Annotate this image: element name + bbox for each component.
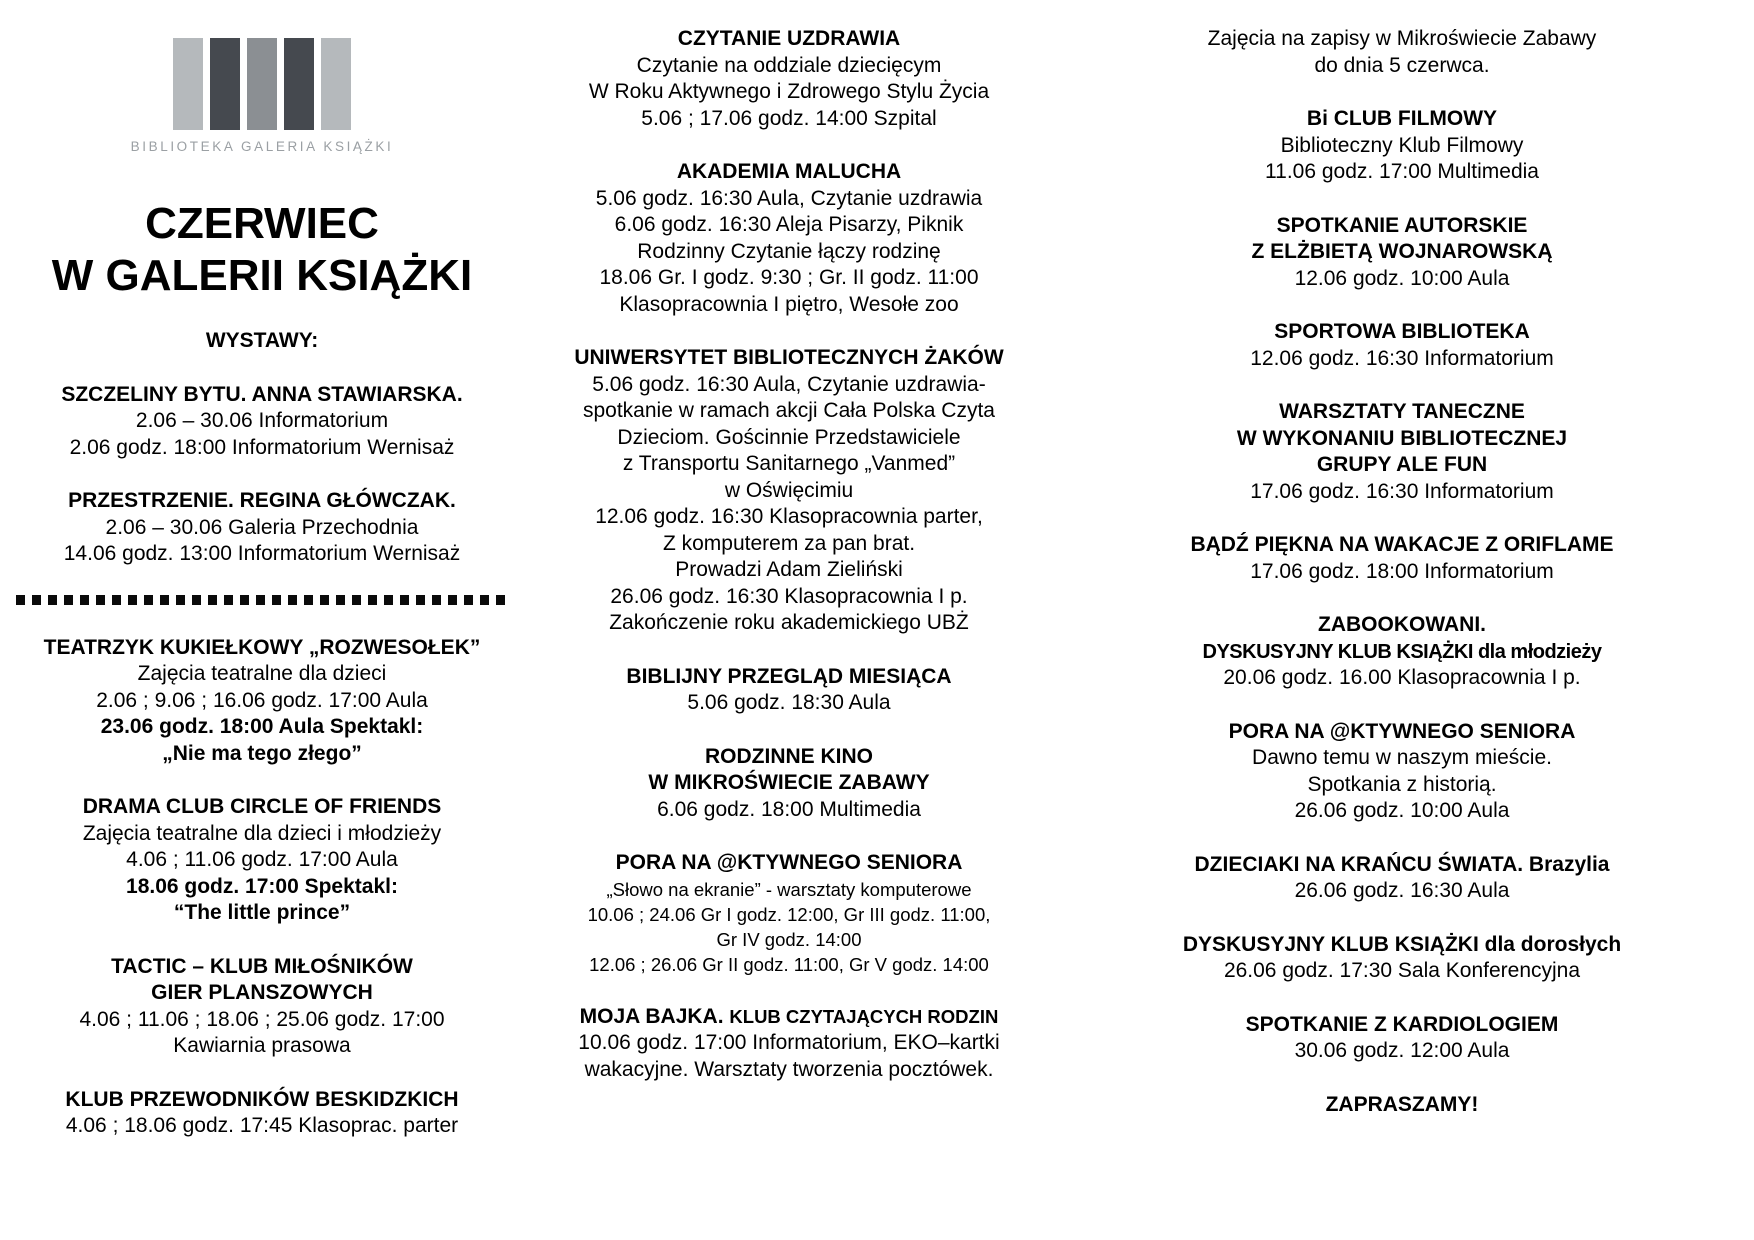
event-tactic-klub-gier: [16, 954, 508, 1060]
event-title-line: SZCZELINY BYTU. ANNA STAWIARSKA.: [61, 382, 463, 406]
wystawy-label: [16, 328, 508, 355]
event-detail-line: 2.06 – 30.06 Galeria Przechodnia: [105, 515, 419, 539]
event-detail-line: Zajęcia teatralne dla dzieci: [137, 662, 387, 685]
event-detail-line: 12.06 godz. 16:30 Klasopracownia parter,: [595, 505, 983, 528]
event-detail-line: w Oświęcimiu: [724, 478, 854, 502]
event-title-line: SPOTKANIE AUTORSKIE: [1276, 213, 1528, 237]
event-title-line: DZIECIAKI NA KRAŃCU ŚWIATA. Brazylia: [1194, 852, 1610, 876]
event-detail-line: Dawno temu w naszym mieście.: [1252, 746, 1552, 769]
event-detail-line: z Transportu Sanitarnego „Vanmed”: [622, 452, 956, 475]
event-detail-line: 10.06 godz. 17:00 Informatorium, EKO–kartki: [578, 1031, 1000, 1054]
event-dzieciaki-na-krancu-swiata: [1070, 852, 1734, 905]
signup-note: [1070, 26, 1734, 79]
event-detail-line: „Nie ma tego złego”: [162, 741, 362, 765]
event-rodzinne-kino: [536, 744, 1042, 824]
event-uniwersytet-zakow: [536, 345, 1042, 637]
event-title-line: DRAMA CLUB CIRCLE OF FRIENDS: [82, 795, 442, 818]
event-title-line: [536, 1004, 1042, 1031]
logo-caption: BIBLIOTEKA GALERIA KSIĄŻKI: [130, 139, 394, 154]
event-detail-line: Zakończenie roku akademickiego UBŻ: [609, 611, 969, 634]
event-detail-line: 18.06 Gr. I godz. 9:30 ; Gr. II godz. 11:00: [599, 266, 979, 289]
event-dkk-dla-doroslych: [1070, 932, 1734, 985]
event-detail-line: 5.06 ; 17.06 godz. 14:00 Szpital: [641, 106, 937, 130]
library-logo: [16, 38, 508, 154]
event-detail-line: 2.06 – 30.06 Informatorium: [135, 409, 389, 432]
event-title-line: SPOTKANIE Z KARDIOLOGIEM: [1245, 1012, 1559, 1036]
event-title-line: W MIKROŚWIECIE ZABAWY: [648, 771, 930, 794]
closing-line: [1070, 1092, 1734, 1119]
event-title-line: DYSKUSYJNY KLUB KSIĄŻKI dla młodzieży: [1202, 640, 1602, 663]
event-detail-line: Dzieciom. Gościnnie Przedstawiciele: [617, 425, 961, 449]
column-left-events: [16, 328, 508, 1140]
event-detail-line: 26.06 godz. 16:30 Aula: [1294, 879, 1510, 902]
event-detail-line: 30.06 godz. 12:00 Aula: [1294, 1039, 1510, 1062]
event-detail-line: 6.06 godz. 18:00 Multimedia: [657, 797, 921, 821]
event-title-line: TACTIC – KLUB MIŁOŚNIKÓW: [111, 954, 413, 978]
event-detail-line: 18.06 godz. 17:00 Spektakl:: [126, 874, 398, 898]
event-szczeliny-bytu: [16, 382, 508, 462]
event-detail-line: 12.06 godz. 16:30 Informatorium: [1250, 346, 1554, 370]
event-detail-line: 10.06 ; 24.06 Gr I godz. 12:00, Gr III godz. 11:00,: [587, 903, 991, 925]
event-title-line: AKADEMIA MALUCHA: [676, 160, 902, 183]
event-title-line: CZYTANIE UZDRAWIA: [677, 27, 901, 50]
event-detail-line: Prowadzi Adam Zieliński: [675, 558, 903, 581]
event-czytanie-uzdrawia: [536, 26, 1042, 132]
column-middle: [536, 26, 1042, 1230]
logo-bar-icon: [284, 38, 314, 130]
event-detail-line: 23.06 godz. 18:00 Aula Spektakl:: [100, 715, 424, 738]
logo-bar-icon: [210, 38, 240, 130]
event-detail-line: 6.06 godz. 16:30 Aleja Pisarzy, Piknik: [614, 213, 964, 236]
event-title-line: BIBLIJNY PRZEGLĄD MIESIĄCA: [626, 664, 952, 688]
event-title-line: UNIWERSYTET BIBLIOTECZNYCH ŻAKÓW: [574, 346, 1004, 369]
event-detail-line: 20.06 godz. 16.00 Klasopracownia I p.: [1223, 666, 1581, 689]
event-badz-piekna-oriflame: [1070, 532, 1734, 585]
event-detail-line: 12.06 godz. 10:00 Aula: [1294, 266, 1510, 290]
event-detail-line: 11.06 godz. 17:00 Multimedia: [1265, 160, 1539, 183]
event-title-line: PORA NA @KTYWNEGO SENIORA: [1228, 719, 1576, 743]
event-title-line: WYSTAWY:: [205, 329, 319, 352]
logo-bar-icon: [321, 38, 351, 130]
event-pora-na-aktywnego-seniora-historia: [1070, 719, 1734, 825]
event-detail-line: 26.06 godz. 10:00 Aula: [1294, 799, 1510, 822]
event-detail-line: 14.06 godz. 13:00 Informatorium Wernisaż: [63, 542, 461, 565]
event-detail-line: W Roku Aktywnego i Zdrowego Stylu Życia: [588, 80, 990, 103]
event-spotkanie-z-kardiologiem: [1070, 1012, 1734, 1065]
event-title-line: ZABOOKOWANI.: [1318, 613, 1486, 636]
event-detail-line: 26.06 godz. 16:30 Klasopracownia I p.: [610, 584, 968, 608]
logo-bars-icon: [16, 38, 508, 130]
event-title-line: W WYKONANIU BIBLIOTECZNEJ: [1236, 426, 1568, 450]
event-title-line: Bi CLUB FILMOWY: [1306, 107, 1498, 130]
event-title-line: BĄDŹ PIĘKNA NA WAKACJE Z ORIFLAME: [1190, 533, 1614, 556]
text-segment: MOJA BAJKA.: [579, 1004, 730, 1028]
logo-bar-icon: [173, 38, 203, 130]
event-detail-line: 4.06 ; 11.06 godz. 17:00 Aula: [126, 848, 398, 871]
event-teatrzyk-kukielkowy: [16, 635, 508, 768]
event-detail-line: 4.06 ; 11.06 ; 18.06 ; 25.06 godz. 17:00: [79, 1007, 445, 1031]
event-detail-line: Kawiarnia prasowa: [173, 1034, 351, 1057]
event-detail-line: Z komputerem za pan brat.: [662, 531, 916, 555]
page-title-line1: CZERWIEC: [145, 199, 379, 248]
page-title-line2: W GALERII KSIĄŻKI: [51, 251, 473, 300]
event-spotkanie-autorskie: [1070, 213, 1734, 293]
event-detail-line: wakacyjne. Warsztaty tworzenia pocztówek.: [584, 1057, 994, 1081]
column-right: [1070, 26, 1734, 1230]
event-detail-line: 17.06 godz. 18:00 Informatorium: [1250, 559, 1554, 583]
event-detail-line: 5.06 godz. 18:30 Aula: [687, 691, 891, 714]
event-detail-line: Rodzinny Czytanie łączy rodzinę: [637, 239, 941, 263]
logo-bar-icon: [247, 38, 277, 130]
event-bi-club-filmowy: [1070, 106, 1734, 186]
event-przestrzenie: [16, 488, 508, 568]
event-title-line: DYSKUSYJNY KLUB KSIĄŻKI dla dorosłych: [1182, 932, 1622, 956]
event-detail-line: spotkanie w ramach akcji Cała Polska Czyta: [582, 399, 995, 422]
event-detail-line: Zajęcia na zapisy w Mikroświecie Zabawy: [1207, 27, 1597, 50]
column-left: [16, 26, 508, 1230]
event-detail-line: Klasopracownia I piętro, Wesołe zoo: [619, 292, 959, 316]
event-warsztaty-taneczne: [1070, 399, 1734, 505]
event-detail-line: Spotkania z historią.: [1307, 772, 1497, 796]
event-pora-na-aktywnego-seniora: [536, 850, 1042, 977]
event-title-line: PRZESTRZENIE. REGINA GŁÓWCZAK.: [68, 489, 456, 512]
event-detail-line: do dnia 5 czerwca.: [1314, 53, 1490, 77]
event-title-line: RODZINNE KINO: [705, 744, 873, 768]
event-sportowa-biblioteka: [1070, 319, 1734, 372]
event-moja-bajka: [536, 1004, 1042, 1084]
event-akademia-malucha: [536, 159, 1042, 318]
event-title-line: WARSZTATY TANECZNE: [1279, 400, 1525, 423]
page-title: [16, 198, 508, 302]
event-drama-club: [16, 794, 508, 927]
event-klub-przewodnikow: [16, 1087, 508, 1140]
event-title-line: Z ELŻBIETĄ WOJNAROWSKĄ: [1251, 240, 1553, 263]
event-detail-line: Czytanie na oddziale dziecięcym: [636, 53, 942, 77]
event-detail-line: 5.06 godz. 16:30 Aula, Czytanie uzdrawia: [595, 186, 983, 210]
event-title-line: PORA NA @KTYWNEGO SENIORA: [615, 851, 963, 874]
event-detail-line: 17.06 godz. 16:30 Informatorium: [1250, 479, 1554, 503]
event-detail-line: Biblioteczny Klub Filmowy: [1280, 133, 1524, 157]
event-title-line: GRUPY ALE FUN: [1316, 453, 1488, 476]
event-title-line: GIER PLANSZOWYCH: [151, 981, 373, 1004]
event-detail-line: Gr IV godz. 14:00: [716, 928, 862, 950]
event-title-line: SPORTOWA BIBLIOTEKA: [1274, 320, 1530, 343]
event-title-line: KLUB PRZEWODNIKÓW BESKIDZKICH: [65, 1087, 459, 1111]
event-detail-line: 2.06 godz. 18:00 Informatorium Wernisaż: [69, 435, 455, 459]
event-detail-line: „Słowo na ekranie” - warsztaty komputerowe: [606, 878, 972, 900]
event-detail-line: 5.06 godz. 16:30 Aula, Czytanie uzdrawia-: [592, 372, 986, 396]
event-zabookowani: [1070, 612, 1734, 692]
event-detail-line: “The little prince”: [173, 901, 351, 924]
dotted-divider: [16, 595, 508, 605]
event-biblijny-przeglad: [536, 664, 1042, 717]
event-detail-line: Zajęcia teatralne dla dzieci i młodzieży: [82, 821, 442, 845]
event-detail-line: 4.06 ; 18.06 godz. 17:45 Klasoprac. parter: [65, 1114, 459, 1137]
event-detail-line: 12.06 ; 26.06 Gr II godz. 11:00, Gr V godz. 14:00: [589, 953, 989, 975]
event-detail-line: 2.06 ; 9.06 ; 16.06 godz. 17:00 Aula: [96, 688, 428, 712]
event-title-line: TEATRZYK KUKIEŁKOWY „ROZWESOŁEK”: [43, 635, 481, 659]
event-title-line: ZAPRASZAMY!: [1325, 1092, 1479, 1116]
text-segment: KLUB CZYTAJĄCYCH RODZIN: [729, 1005, 999, 1027]
event-detail-line: 26.06 godz. 17:30 Sala Konferencyjna: [1223, 959, 1581, 982]
